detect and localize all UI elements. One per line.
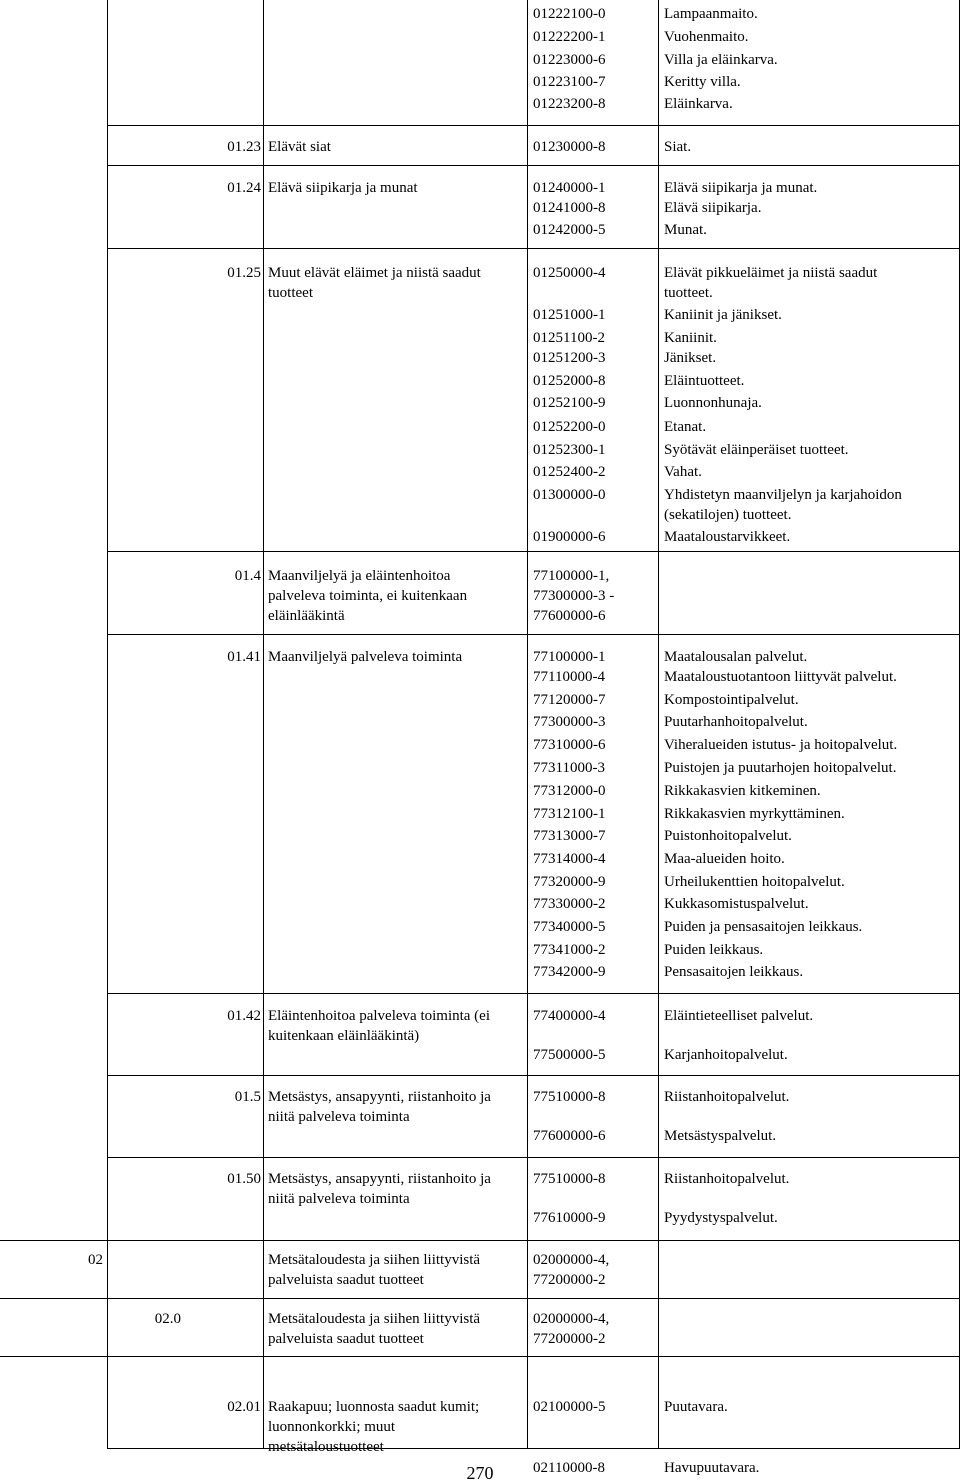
- page-number: 270: [466, 1463, 494, 1483]
- cpv-description: Lampaanmaito.: [664, 6, 758, 22]
- cpv-code: 01900000-6: [533, 529, 606, 545]
- cpv-code: 77110000-4: [533, 669, 605, 685]
- cpv-code: 77600000-6: [533, 1128, 606, 1144]
- cpv-code: 77330000-2: [533, 896, 606, 912]
- class-name: Elävät siat: [268, 139, 331, 155]
- grid-line: [107, 551, 960, 552]
- cpv-code: 01252400-2: [533, 464, 606, 480]
- cpv-code: 02110000-8: [533, 1460, 605, 1476]
- cpv-code: 77310000-6: [533, 737, 606, 753]
- cpv-description: Puutarhanhoitopalvelut.: [664, 714, 808, 730]
- cpv-description: Pyydystyspalvelut.: [664, 1210, 778, 1226]
- cpv-code: 02100000-5: [533, 1399, 606, 1415]
- cpv-code: 77510000-8: [533, 1171, 606, 1187]
- cpv-description: tuotteet.: [664, 285, 713, 301]
- grid-line: [263, 0, 264, 1448]
- cpv-description: Kaniinit.: [664, 330, 717, 346]
- cpv-description: Yhdistetyn maanviljelyn ja karjahoidon: [664, 487, 902, 503]
- grid-line: [107, 0, 108, 1448]
- cpv-code: 01223200-8: [533, 96, 606, 112]
- class-code: 01.41: [227, 649, 261, 665]
- cpv-code: 77300000-3: [533, 714, 606, 730]
- cpv-code: 77320000-9: [533, 874, 606, 890]
- cpv-code: 01300000-0: [533, 487, 606, 503]
- cpv-code: 01252000-8: [533, 373, 606, 389]
- class-name: luonnonkorkki; muut: [268, 1419, 396, 1435]
- cpv-description: Eläintieteelliset palvelut.: [664, 1008, 814, 1024]
- cpv-description: Villa ja eläinkarva.: [664, 52, 778, 68]
- cpv-description: Riistanhoitopalvelut.: [664, 1089, 790, 1105]
- cpv-code: 77311000-3: [533, 760, 605, 776]
- cpv-code: 01252100-9: [533, 395, 606, 411]
- cpv-code: 77500000-5: [533, 1047, 606, 1063]
- cpv-code: 77120000-7: [533, 692, 606, 708]
- class-name: eläinlääkintä: [268, 608, 345, 624]
- cpv-description: Rikkakasvien kitkeminen.: [664, 783, 821, 799]
- cpv-description: Eläintuotteet.: [664, 373, 745, 389]
- cpv-description: (sekatilojen) tuotteet.: [664, 507, 792, 523]
- grid-line: [0, 1298, 960, 1299]
- cpv-code: 01230000-8: [533, 139, 606, 155]
- cpv-code: 01223100-7: [533, 74, 606, 90]
- class-code: 01.42: [227, 1008, 261, 1024]
- class-name: Metsätaloudesta ja siihen liittyvistä: [268, 1311, 481, 1327]
- cpv-description: Luonnonhunaja.: [664, 395, 762, 411]
- cpv-code: 77600000-6: [533, 608, 606, 624]
- cpv-description: Riistanhoitopalvelut.: [664, 1171, 790, 1187]
- class-name: tuotteet: [268, 285, 313, 301]
- cpv-code: 01222100-0: [533, 6, 606, 22]
- class-code: 01.24: [227, 180, 261, 196]
- cpv-description: Vahat.: [664, 464, 702, 480]
- cpv-description: Puistojen ja puutarhojen hoitopalvelut.: [664, 760, 897, 776]
- class-name: Eläintenhoitoa palveleva toiminta (ei: [268, 1008, 491, 1024]
- cpv-description: Munat.: [664, 222, 707, 238]
- grid-line: [107, 1075, 960, 1076]
- cpv-description: Keritty villa.: [664, 74, 741, 90]
- class-name: Elävä siipikarja ja munat: [268, 180, 418, 196]
- cpv-description: Puiden leikkaus.: [664, 942, 764, 958]
- cpv-code: 01252200-0: [533, 419, 606, 435]
- cpv-description: Maataloustarvikkeet.: [664, 529, 791, 545]
- cpv-code: 77200000-2: [533, 1272, 606, 1288]
- cpv-code: 77300000-3 -: [533, 588, 615, 604]
- class-code: 01.4: [234, 568, 261, 584]
- cpv-description: Maa-alueiden hoito.: [664, 851, 785, 867]
- grid-line: [107, 248, 960, 249]
- class-name: Metsästys, ansapyynti, riistanhoito ja: [268, 1089, 491, 1105]
- grid-line: [107, 993, 960, 994]
- class-code: 02: [88, 1252, 103, 1268]
- cpv-code: 01222200-1: [533, 29, 606, 45]
- cpv-description: Viheralueiden istutus- ja hoitopalvelut.: [664, 737, 898, 753]
- cpv-code: 77340000-5: [533, 919, 606, 935]
- cpv-description: Metsästyspalvelut.: [664, 1128, 777, 1144]
- class-code: 01.25: [227, 265, 261, 281]
- cpv-code: 77312100-1: [533, 806, 606, 822]
- cpv-code: 77100000-1,: [533, 568, 610, 584]
- class-code: 02.01: [227, 1399, 261, 1415]
- grid-line: [107, 1448, 960, 1449]
- cpv-code: 01252300-1: [533, 442, 606, 458]
- cpv-description: Urheilukenttien hoitopalvelut.: [664, 874, 845, 890]
- grid-line: [658, 0, 659, 1448]
- grid-line: [107, 1157, 960, 1158]
- grid-line: [527, 0, 528, 1448]
- cpv-code: 77510000-8: [533, 1089, 606, 1105]
- class-name: niitä palveleva toiminta: [268, 1191, 410, 1207]
- grid-line: [107, 634, 960, 635]
- cpv-description: Havupuutavara.: [664, 1460, 760, 1476]
- cpv-description: Kaniinit ja jänikset.: [664, 307, 782, 323]
- class-name: niitä palveleva toiminta: [268, 1109, 410, 1125]
- cpv-description: Maataloustuotantoon liittyvät palvelut.: [664, 669, 897, 685]
- class-name: Metsästys, ansapyynti, riistanhoito ja: [268, 1171, 491, 1187]
- cpv-code: 01223000-6: [533, 52, 606, 68]
- cpv-code: 77312000-0: [533, 783, 606, 799]
- cpv-description: Pensasaitojen leikkaus.: [664, 964, 804, 980]
- class-name: Muut elävät eläimet ja niistä saadut: [268, 265, 481, 281]
- cpv-description: Jänikset.: [664, 350, 717, 366]
- cpv-code: 01242000-5: [533, 222, 606, 238]
- cpv-description: Kukkasomistuspalvelut.: [664, 896, 809, 912]
- cpv-code: 02000000-4,: [533, 1252, 610, 1268]
- cpv-description: Vuohenmaito.: [664, 29, 749, 45]
- cpv-description: Karjanhoitopalvelut.: [664, 1047, 788, 1063]
- cpv-code: 77342000-9: [533, 964, 606, 980]
- cpv-description: Kompostointipalvelut.: [664, 692, 799, 708]
- cpv-description: Rikkakasvien myrkyttäminen.: [664, 806, 845, 822]
- cpv-code: 77400000-4: [533, 1008, 606, 1024]
- cpv-description: Maatalousalan palvelut.: [664, 649, 808, 665]
- class-name: palveluista saadut tuotteet: [268, 1331, 424, 1347]
- cpv-code: 01241000-8: [533, 200, 606, 216]
- cpv-description: Syötävät eläinperäiset tuotteet.: [664, 442, 849, 458]
- cpv-description: Elävä siipikarja ja munat.: [664, 180, 818, 196]
- cpv-description: Eläinkarva.: [664, 96, 733, 112]
- class-name: palveluista saadut tuotteet: [268, 1272, 424, 1288]
- grid-line: [107, 165, 960, 166]
- class-name: metsätaloustuotteet: [268, 1439, 384, 1455]
- class-name: kuitenkaan eläinlääkintä): [268, 1028, 420, 1044]
- class-code: 02.0: [154, 1311, 181, 1327]
- class-code: 01.50: [227, 1171, 261, 1187]
- cpv-code: 01251200-3: [533, 350, 606, 366]
- cpv-code: 77610000-9: [533, 1210, 606, 1226]
- class-name: palveleva toiminta, ei kuitenkaan: [268, 588, 468, 604]
- grid-line: [107, 125, 960, 126]
- cpv-description: Elävät pikkueläimet ja niistä saadut: [664, 265, 878, 281]
- cpv-code: 02000000-4,: [533, 1311, 610, 1327]
- cpv-code: 01240000-1: [533, 180, 606, 196]
- cpv-code: 77341000-2: [533, 942, 606, 958]
- cpv-code: 01251100-2: [533, 330, 605, 346]
- cpv-description: Puiden ja pensasaitojen leikkaus.: [664, 919, 863, 935]
- cpv-code: 77100000-1: [533, 649, 606, 665]
- class-name: Maanviljelyä palveleva toiminta: [268, 649, 463, 665]
- cpv-description: Elävä siipikarja.: [664, 200, 762, 216]
- class-name: Raakapuu; luonnosta saadut kumit;: [268, 1399, 480, 1415]
- class-name: Metsätaloudesta ja siihen liittyvistä: [268, 1252, 481, 1268]
- class-code: 01.23: [227, 139, 261, 155]
- grid-line: [0, 1240, 960, 1241]
- cpv-description: Puistonhoitopalvelut.: [664, 828, 792, 844]
- class-code: 01.5: [234, 1089, 261, 1105]
- cpv-code: 77200000-2: [533, 1331, 606, 1347]
- cpv-description: Puutavara.: [664, 1399, 728, 1415]
- cpv-description: Siat.: [664, 139, 692, 155]
- class-name: Maanviljelyä ja eläintenhoitoa: [268, 568, 451, 584]
- grid-line: [0, 1356, 960, 1357]
- cpv-code: 01251000-1: [533, 307, 606, 323]
- cpv-code: 77313000-7: [533, 828, 606, 844]
- cpv-code: 01250000-4: [533, 265, 606, 281]
- cpv-code: 77314000-4: [533, 851, 606, 867]
- cpv-description: Etanat.: [664, 419, 707, 435]
